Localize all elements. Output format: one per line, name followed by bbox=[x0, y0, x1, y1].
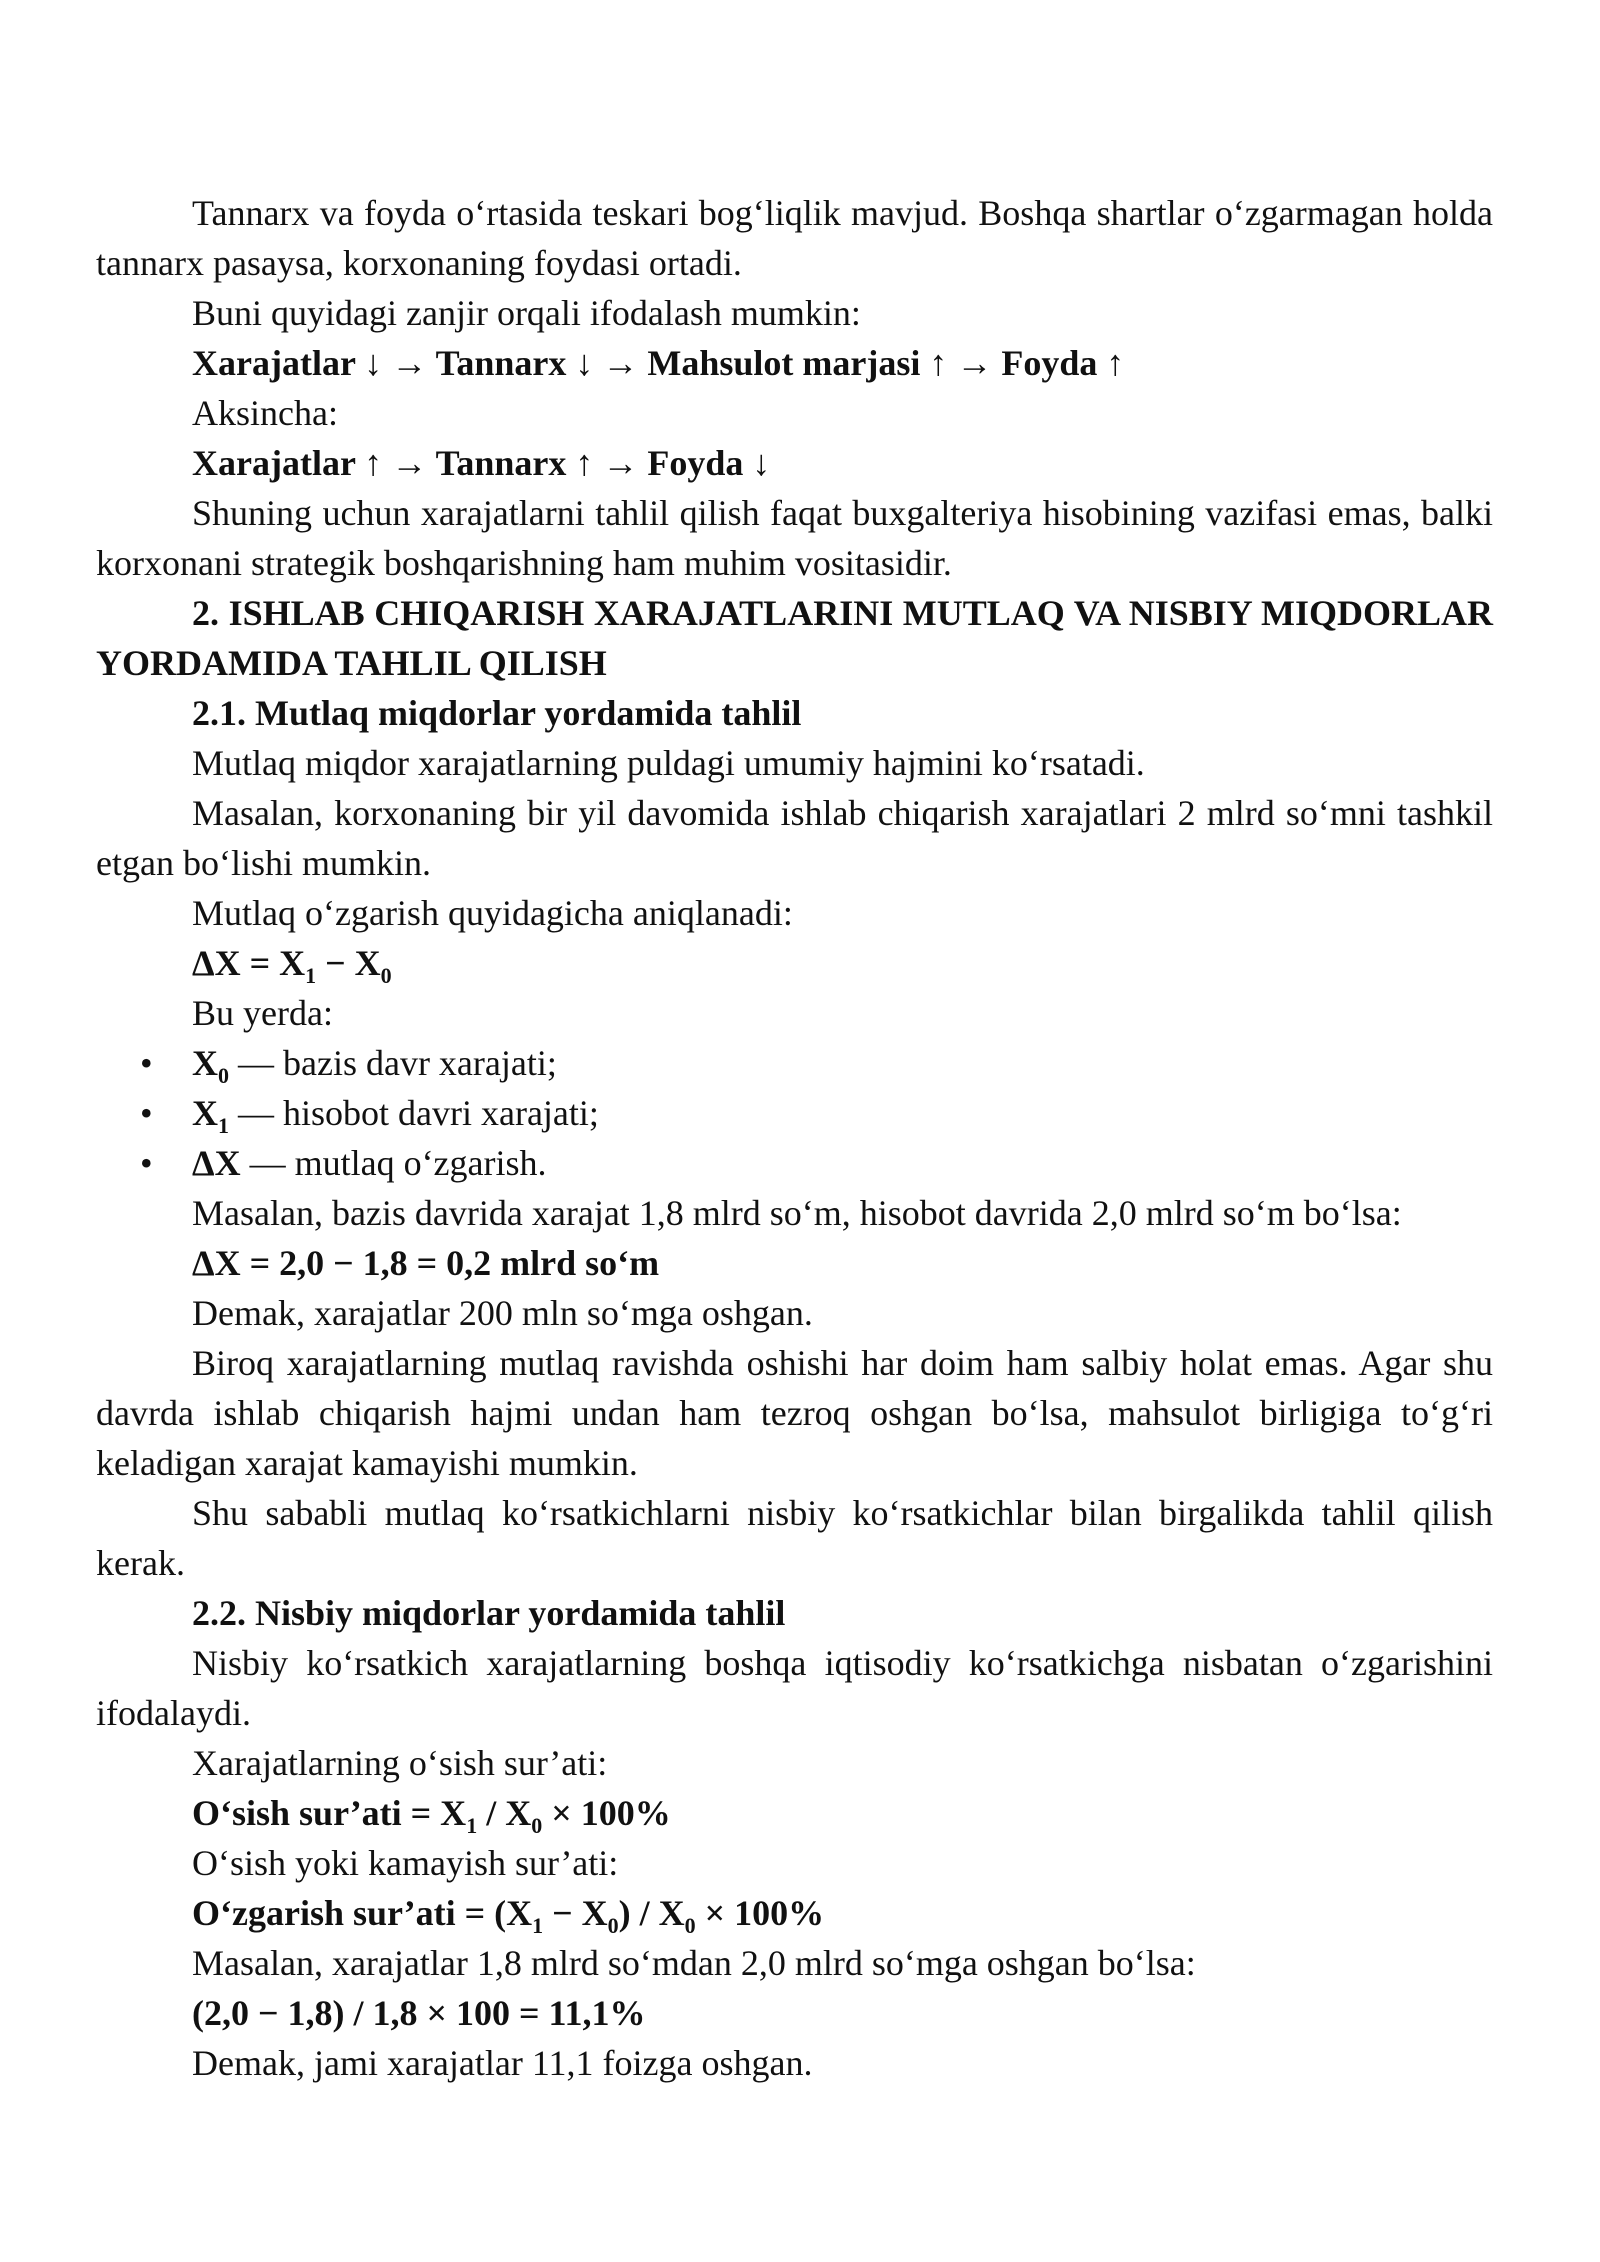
list-item: • ΔX — mutlaq oʻzgarish. bbox=[96, 1138, 1493, 1188]
paragraph: Nisbiy koʻrsatkich xarajatlarning boshqa iqtisodiy koʻrsatkichga nisbatan oʻzgarishini ifodalaydi. bbox=[96, 1643, 1493, 1733]
paragraph: Masalan, xarajatlar 1,8 mlrd soʻmdan 2,0 mlrd soʻmga oshgan boʻlsa: bbox=[192, 1943, 1196, 1983]
formula-change-rate: Oʻzgarish sur’ati = $(X_1 - X_0) / X_0 \times 100\%$ bbox=[192, 1893, 825, 1938]
paragraph: Aksincha: bbox=[192, 393, 338, 433]
formula-example: (2,0 − 1,8) / 1,8 × 100 = 11,1% bbox=[192, 1993, 646, 2033]
paragraph: Oʻsish yoki kamayish sur’ati: bbox=[192, 1843, 619, 1883]
paragraph: Xarajatlarning oʻsish sur’ati: bbox=[192, 1743, 608, 1783]
paragraph: Shuning uchun xarajatlarni tahlil qilish faqat buxgalteriya hisobining vazifasi emas, balki korxonani strategik boshqarishning ham muhim vositasidir. bbox=[96, 493, 1493, 583]
formula-absolute-change: $\Delta X = X_1 - X_0$ bbox=[192, 943, 392, 988]
paragraph: Demak, jami xarajatlar 11,1 foizga oshgan. bbox=[192, 2043, 813, 2083]
chain-formula: Xarajatlar ↓ → Tannarx ↓ → Mahsulot marjasi ↑ → Foyda ↑ bbox=[192, 343, 1125, 383]
paragraph: Demak, xarajatlar 200 mln soʻmga oshgan. bbox=[192, 1293, 813, 1333]
paragraph: Tannarx va foyda oʻrtasida teskari bogʻliqlik mavjud. Boshqa shartlar oʻzgarmagan holda tannarx pasaysa, korxonaning foydasi ortadi. bbox=[96, 193, 1493, 283]
subsection-heading: 2.1. Mutlaq miqdorlar yordamida tahlil bbox=[192, 693, 802, 733]
bullet-icon: • bbox=[140, 1093, 153, 1133]
paragraph: Biroq xarajatlarning mutlaq ravishda oshishi har doim ham salbiy holat emas. Agar shu davrda ishlab chiqarish hajmi undan ham tezroq oshgan boʻlsa, mahsulot birligiga toʻgʻri keladigan xarajat kamayishi mumkin. bbox=[96, 1343, 1493, 1483]
chain-formula: Xarajatlar ↑ → Tannarx ↑ → Foyda ↓ bbox=[192, 443, 771, 483]
formula-growth-rate: Oʻsish sur’ati = $X_1 / X_0 \times 100\%$ bbox=[192, 1793, 671, 1838]
paragraph: Bu yerda: bbox=[192, 993, 333, 1033]
paragraph: Masalan, bazis davrida xarajat 1,8 mlrd soʻm, hisobot davrida 2,0 mlrd soʻm boʻlsa: bbox=[192, 1193, 1402, 1233]
paragraph: Masalan, korxonaning bir yil davomida ishlab chiqarish xarajatlari 2 mlrd soʻmni tashkil etgan boʻlishi mumkin. bbox=[96, 793, 1493, 883]
paragraph: Shu sababli mutlaq koʻrsatkichlarni nisbiy koʻrsatkichlar bilan birgalikda tahlil qilish kerak. bbox=[96, 1493, 1493, 1583]
formula-example: ΔX = 2,0 − 1,8 = 0,2 mlrd soʻm bbox=[192, 1243, 660, 1283]
document-body bbox=[96, 188, 1493, 2088]
bullet-icon: • bbox=[140, 1043, 153, 1083]
list-item: • $X_1$ — hisobot davri xarajati; bbox=[96, 1088, 1493, 1138]
section-heading: 2. ISHLAB CHIQARISH XARAJATLARINI MUTLAQ VA NISBIY MIQDORLAR YORDAMIDA TAHLIL QILISH bbox=[96, 593, 1493, 683]
list-item: • $X_0$ — bazis davr xarajati; bbox=[96, 1038, 1493, 1088]
paragraph: Mutlaq miqdor xarajatlarning puldagi umumiy hajmini koʻrsatadi. bbox=[192, 743, 1145, 783]
paragraph: Mutlaq oʻzgarish quyidagicha aniqlanadi: bbox=[192, 893, 793, 933]
bullet-icon: • bbox=[140, 1143, 153, 1183]
subsection-heading: 2.2. Nisbiy miqdorlar yordamida tahlil bbox=[192, 1593, 786, 1633]
paragraph: Buni quyidagi zanjir orqali ifodalash mumkin: bbox=[192, 293, 861, 333]
